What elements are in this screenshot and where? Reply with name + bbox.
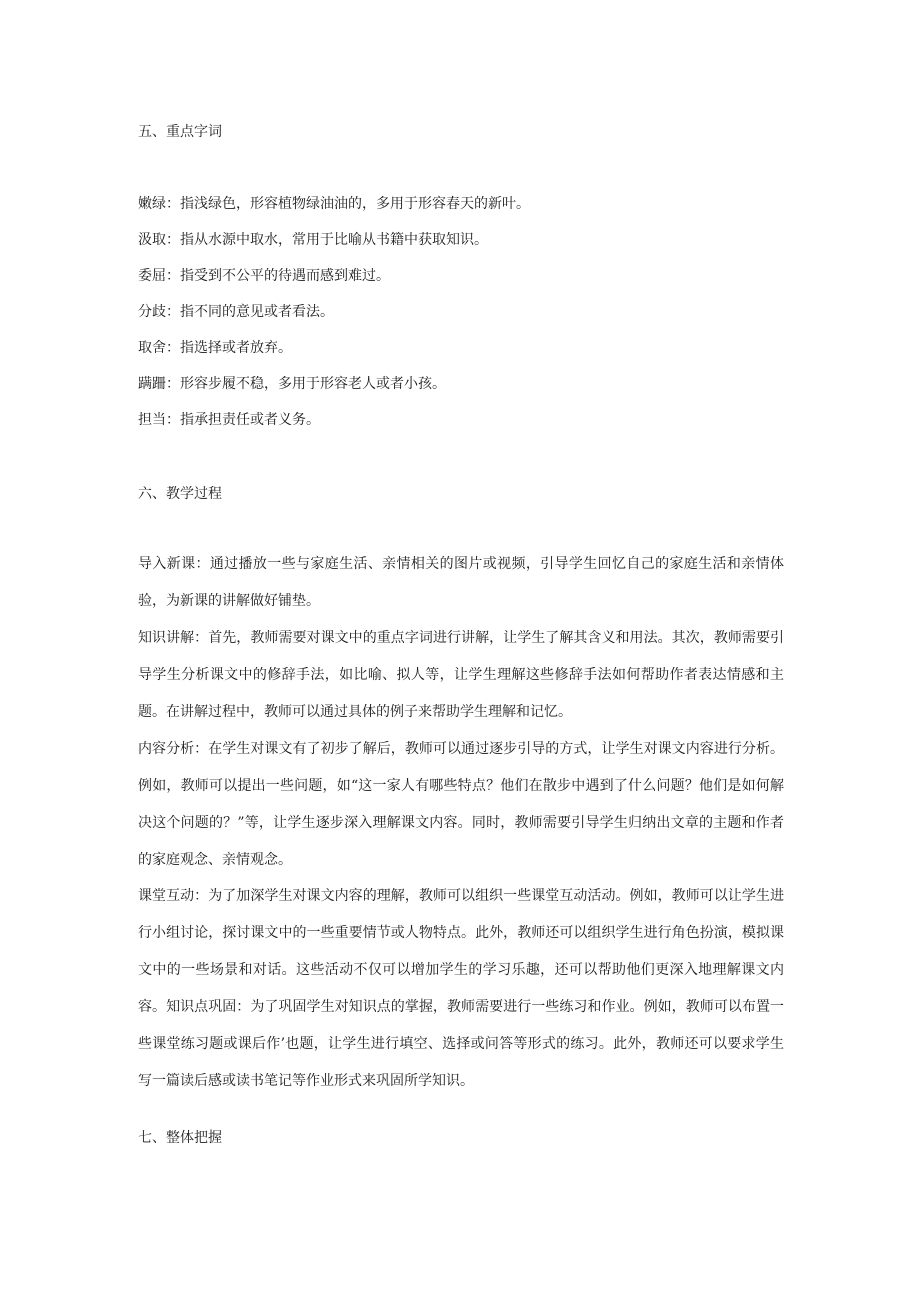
section-7-heading: 七、整体把握	[138, 1130, 222, 1146]
term-fenqi: 分歧：指不同的意见或者看法。	[138, 304, 334, 320]
term-weiqu: 委屈：指受到不公平的待遇而感到难过。	[138, 268, 390, 284]
paragraph-intro: 导入新课：通过播放一些与家庭生活、亲情相关的图片或视频，引导学生回忆自己的家庭生活和亲情体验，为新课的讲解做好铺垫。	[138, 556, 784, 609]
term-nenlv: 嫩绿：指浅绿色，形容植物绿油油的，多用于形容春天的新叶。	[138, 196, 530, 212]
term-panshan: 蹒跚：形容步履不稳，多用于形容老人或者小孩。	[138, 376, 446, 392]
term-dandang: 担当：指承担责任或者义务。	[138, 412, 320, 428]
term-jiqu: 汲取：指从水源中取水，常用于比喻从书籍中获取知识。	[138, 232, 488, 248]
section-6-heading: 六、教学过程	[138, 486, 222, 502]
section-5-heading: 五、重点字词	[138, 124, 222, 140]
paragraph-analysis: 内容分析：在学生对课文有了初步了解后，教师可以通过逐步引导的方式，让学生对课文内容进行分析。例如，教师可以提出一些问题，如“这一家人有哪些特点？他们在散步中遇到了什么问题？他们是如何解决这个问题的？”等，让学生逐步深入理解课文内容。同时，教师需要引导学生归纳出文章的主题和作者的家庭观念、亲情观念。	[138, 741, 784, 868]
paragraph-interaction: 课堂互动：为了加深学生对课文内容的理解，教师可以组织一些课堂互动活动。例如，教师可以让学生进行小组讨论，探讨课文中的一些重要情节或人物特点。此外，教师还可以组织学生进行角色扮演，模拟课文中的一些场景和对话。这些活动不仅可以增加学生的学习乐趣，还可以帮助他们更深入地理解课文内容。知识点巩固：为了巩固学生对知识点的掌握，教师需要进行一些练习和作业。例如，教师可以布置一些课堂练习题或课后作’也题，让学生进行填空、选择或问答等形式的练习。此外，教师还可以要求学生写一篇读后感或读书笔记等作业形式来巩固所学知识。	[138, 888, 784, 1089]
paragraph-knowledge: 知识讲解：首先，教师需要对课文中的重点字词进行讲解，让学生了解其含义和用法。其次，教师需要引导学生分析课文中的修辞手法，如比喻、拟人等，让学生理解这些修辞手法如何帮助作者表达情感和主题。在讲解过程中，教师可以通过具体的例子来帮助学生理解和记忆。	[138, 630, 784, 720]
term-qushe: 取舍：指选择或者放弃。	[138, 340, 292, 356]
